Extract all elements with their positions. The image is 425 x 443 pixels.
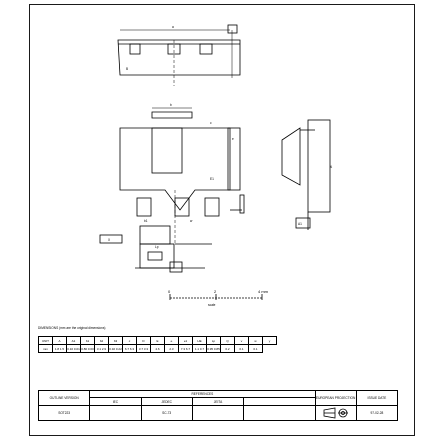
label-e1: E1 bbox=[210, 177, 214, 181]
dim-cell: HE bbox=[193, 337, 207, 345]
dim-cell: 0.95 0.85 bbox=[207, 346, 220, 351]
label-lead-a: A bbox=[330, 165, 333, 169]
label-b1: b1 bbox=[144, 219, 148, 223]
dim-cell: Q bbox=[221, 337, 235, 345]
extra-value bbox=[244, 406, 315, 421]
side-view bbox=[120, 108, 244, 245]
dim-cell: 6.7 6.3 bbox=[123, 345, 137, 353]
header-blank bbox=[244, 398, 315, 406]
dimension-box bbox=[228, 25, 237, 33]
projection-symbol-icon bbox=[315, 406, 356, 421]
end-view bbox=[282, 120, 330, 230]
dim-cell: c bbox=[123, 337, 137, 345]
label-side-c: c bbox=[210, 121, 212, 125]
dim-cell: 0.1 bbox=[249, 345, 263, 353]
dim-cell: D bbox=[137, 337, 151, 345]
dim-cell: mm bbox=[39, 345, 53, 353]
drawing-labels bbox=[108, 25, 333, 307]
header-references: REFERENCES bbox=[90, 391, 315, 398]
dim-cell: 0.80 0.60 bbox=[81, 346, 94, 351]
dimensions-header-row bbox=[39, 337, 277, 345]
dimensions-table bbox=[38, 336, 277, 353]
dim-cell: 3.7 3.3 bbox=[137, 345, 151, 353]
header-issue-date: ISSUE DATE bbox=[356, 391, 397, 406]
dim-cell: 0.2 bbox=[221, 345, 235, 353]
dim-cell: y bbox=[263, 337, 277, 345]
dim-cell: 0.10 0.01 bbox=[67, 346, 80, 351]
label-w: w bbox=[190, 219, 193, 223]
label-lp: Lp bbox=[155, 245, 159, 249]
dim-cell: 1.1 0.7 bbox=[193, 345, 207, 353]
references-data-row bbox=[39, 406, 398, 421]
detail-x bbox=[100, 226, 212, 272]
outline-version-value: SOT223 bbox=[39, 406, 90, 421]
top-view bbox=[118, 25, 240, 86]
dim-cell: e1 bbox=[179, 337, 193, 345]
scale-tick-2: 2 bbox=[214, 289, 217, 294]
dimensions-title: DIMENSIONS (mm are the original dimensions) bbox=[38, 326, 106, 330]
scale-caption: scale bbox=[208, 303, 216, 307]
dim-cell: A bbox=[53, 337, 67, 345]
label-detail-x: X bbox=[108, 238, 111, 242]
label-side-b: b bbox=[170, 103, 172, 107]
header-iec: IEC bbox=[90, 398, 141, 406]
dim-cell: b1 bbox=[81, 337, 95, 345]
header-outline-version: OUTLINE VERSION bbox=[39, 391, 90, 406]
dim-cell: 1.8 1.5 bbox=[53, 345, 67, 353]
scale-bar bbox=[170, 294, 262, 300]
jeita-value bbox=[192, 406, 243, 421]
dim-cell: E bbox=[151, 337, 165, 345]
jedec-value: SC-73 bbox=[141, 406, 192, 421]
header-jedec: JEDEC bbox=[141, 398, 192, 406]
dim-cell: w bbox=[249, 337, 263, 345]
dim-cell: 3.1 2.9 bbox=[95, 345, 109, 353]
dim-cell: A1 bbox=[67, 337, 81, 345]
dim-cell: 4.6 bbox=[151, 345, 165, 353]
dim-cell: 0.1 bbox=[235, 345, 249, 353]
dimensions-value-row bbox=[39, 345, 277, 353]
dim-cell: v bbox=[235, 337, 249, 345]
dim-cell: 2.3 bbox=[165, 345, 179, 353]
label-b: B bbox=[126, 67, 129, 71]
dim-cell: UNIT bbox=[39, 337, 53, 345]
scale-tick-4: 4 mm bbox=[258, 289, 268, 294]
header-jeita: JEITA bbox=[192, 398, 243, 406]
dimension-box bbox=[100, 235, 122, 243]
references-table bbox=[38, 390, 398, 421]
header-european-projection: EUROPEAN PROJECTION bbox=[315, 391, 356, 406]
dim-cell: 7.3 6.7 bbox=[179, 345, 193, 353]
dim-cell: 0.32 0.22 bbox=[109, 346, 122, 351]
iec-value bbox=[90, 406, 141, 421]
dim-cell: Lp bbox=[207, 337, 221, 345]
dim-cell bbox=[263, 345, 277, 353]
references-header-row bbox=[39, 391, 398, 398]
scale-tick-0: 0 bbox=[168, 289, 171, 294]
issue-date-value: 97-02-28 bbox=[356, 406, 397, 421]
label-side-e: e bbox=[232, 137, 234, 141]
label-a1: A1 bbox=[298, 222, 302, 226]
label-a: a bbox=[172, 25, 174, 29]
dim-cell: e bbox=[165, 337, 179, 345]
dim-cell: b2 bbox=[95, 337, 109, 345]
dim-cell: b3 bbox=[109, 337, 123, 345]
